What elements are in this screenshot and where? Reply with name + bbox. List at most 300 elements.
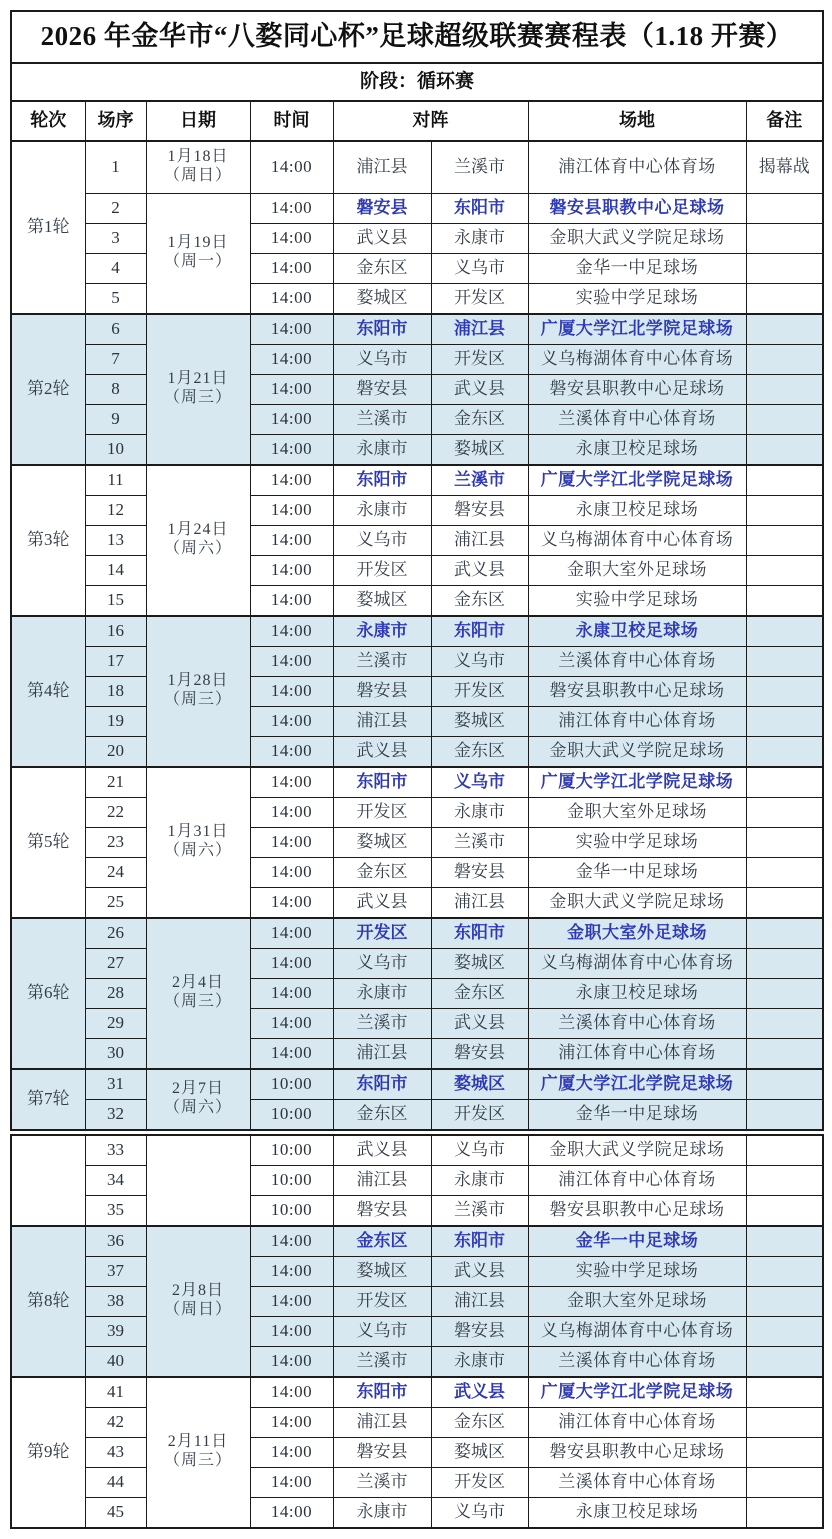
schedule-row bbox=[11, 1377, 823, 1408]
venue-cell: 实验中学足球场 bbox=[528, 283, 746, 314]
date-text: 2月4日 bbox=[171, 974, 224, 992]
round-cell: 第8轮 bbox=[11, 1226, 85, 1377]
note-cell bbox=[746, 706, 823, 736]
round-section bbox=[11, 141, 823, 314]
note-cell bbox=[746, 616, 823, 647]
home-team-cell: 磐安县 bbox=[333, 193, 431, 223]
match-number-cell: 38 bbox=[85, 1286, 146, 1316]
match-number-cell: 36 bbox=[85, 1226, 146, 1257]
venue-cell: 广厦大学江北学院足球场 bbox=[528, 1069, 746, 1100]
home-team-cell: 义乌市 bbox=[333, 1316, 431, 1346]
home-team-cell: 兰溪市 bbox=[333, 404, 431, 434]
note-cell bbox=[746, 827, 823, 857]
venue-cell: 义乌梅湖体育中心体育场 bbox=[528, 948, 746, 978]
schedule-row bbox=[11, 465, 823, 496]
note-cell bbox=[746, 1437, 823, 1467]
note-cell bbox=[746, 314, 823, 345]
round-cell: 第1轮 bbox=[11, 141, 85, 314]
away-team-cell: 义乌市 bbox=[431, 767, 528, 798]
date-cell bbox=[146, 314, 250, 465]
note-cell bbox=[746, 223, 823, 253]
time-cell: 14:00 bbox=[250, 1407, 333, 1437]
home-team-cell: 浦江县 bbox=[333, 706, 431, 736]
away-team-cell: 浦江县 bbox=[431, 1286, 528, 1316]
match-number-cell: 24 bbox=[85, 857, 146, 887]
schedule-row bbox=[11, 1226, 823, 1257]
home-team-cell: 金东区 bbox=[333, 1099, 431, 1132]
venue-cell: 金华一中足球场 bbox=[528, 253, 746, 283]
round-cell: 第9轮 bbox=[11, 1377, 85, 1528]
schedule-row bbox=[11, 525, 823, 555]
time-cell: 14:00 bbox=[250, 676, 333, 706]
schedule-row bbox=[11, 434, 823, 465]
venue-cell: 金华一中足球场 bbox=[528, 857, 746, 887]
schedule-row bbox=[11, 978, 823, 1008]
weekday-text: （周六） bbox=[163, 1099, 232, 1116]
home-team-cell: 磐安县 bbox=[333, 374, 431, 404]
home-team-cell: 婺城区 bbox=[333, 827, 431, 857]
home-team-cell: 浦江县 bbox=[333, 141, 431, 193]
stage-row bbox=[11, 63, 823, 101]
note-cell bbox=[746, 1195, 823, 1226]
time-cell: 14:00 bbox=[250, 1286, 333, 1316]
home-team-cell: 东阳市 bbox=[333, 1069, 431, 1100]
venue-cell: 金职大室外足球场 bbox=[528, 797, 746, 827]
schedule-row bbox=[11, 1099, 823, 1132]
schedule-row bbox=[11, 1008, 823, 1038]
date-cell bbox=[146, 1132, 250, 1226]
match-number-cell: 4 bbox=[85, 253, 146, 283]
venue-cell: 义乌梅湖体育中心体育场 bbox=[528, 525, 746, 555]
match-number-cell: 41 bbox=[85, 1377, 146, 1408]
venue-cell: 义乌梅湖体育中心体育场 bbox=[528, 1316, 746, 1346]
schedule-row bbox=[11, 1132, 823, 1165]
match-number-cell: 29 bbox=[85, 1008, 146, 1038]
note-cell bbox=[746, 585, 823, 616]
date-cell bbox=[146, 465, 250, 616]
away-team-cell: 金东区 bbox=[431, 585, 528, 616]
venue-cell: 浦江体育中心体育场 bbox=[528, 1165, 746, 1195]
note-cell bbox=[746, 887, 823, 918]
match-number-cell: 12 bbox=[85, 495, 146, 525]
home-team-cell: 永康市 bbox=[333, 495, 431, 525]
time-cell: 14:00 bbox=[250, 706, 333, 736]
match-number-cell: 14 bbox=[85, 555, 146, 585]
note-cell: 揭幕战 bbox=[746, 141, 823, 193]
venue-cell: 磐安县职教中心足球场 bbox=[528, 1195, 746, 1226]
schedule-table bbox=[10, 10, 824, 1529]
date-cell bbox=[146, 1069, 250, 1133]
match-number-cell: 39 bbox=[85, 1316, 146, 1346]
time-cell: 14:00 bbox=[250, 948, 333, 978]
time-cell: 14:00 bbox=[250, 1008, 333, 1038]
weekday-text: （周三） bbox=[163, 389, 232, 406]
venue-cell: 金职大武义学院足球场 bbox=[528, 736, 746, 767]
away-team-cell: 东阳市 bbox=[431, 1226, 528, 1257]
schedule-row bbox=[11, 767, 823, 798]
time-cell: 14:00 bbox=[250, 283, 333, 314]
away-team-cell: 开发区 bbox=[431, 676, 528, 706]
venue-cell: 金华一中足球场 bbox=[528, 1226, 746, 1257]
venue-cell: 金职大武义学院足球场 bbox=[528, 887, 746, 918]
schedule-row bbox=[11, 1497, 823, 1528]
venue-cell: 金华一中足球场 bbox=[528, 1099, 746, 1132]
schedule-row bbox=[11, 1256, 823, 1286]
schedule-row bbox=[11, 374, 823, 404]
title-row bbox=[11, 11, 823, 63]
venue-cell: 永康卫校足球场 bbox=[528, 1497, 746, 1528]
date-cell bbox=[146, 193, 250, 314]
away-team-cell: 东阳市 bbox=[431, 918, 528, 949]
time-cell: 14:00 bbox=[250, 495, 333, 525]
time-cell: 14:00 bbox=[250, 374, 333, 404]
weekday-text: （周三） bbox=[163, 691, 232, 708]
away-team-cell: 浦江县 bbox=[431, 525, 528, 555]
schedule-row bbox=[11, 314, 823, 345]
away-team-cell: 武义县 bbox=[431, 374, 528, 404]
time-cell: 14:00 bbox=[250, 141, 333, 193]
home-team-cell: 义乌市 bbox=[333, 344, 431, 374]
match-number-cell: 25 bbox=[85, 887, 146, 918]
venue-cell: 广厦大学江北学院足球场 bbox=[528, 1377, 746, 1408]
note-cell bbox=[746, 1497, 823, 1528]
round-section bbox=[11, 314, 823, 465]
match-number-cell: 5 bbox=[85, 283, 146, 314]
away-team-cell: 永康市 bbox=[431, 797, 528, 827]
venue-cell: 磐安县职教中心足球场 bbox=[528, 1437, 746, 1467]
note-cell bbox=[746, 918, 823, 949]
note-cell bbox=[746, 555, 823, 585]
date-cell bbox=[146, 918, 250, 1069]
schedule-row bbox=[11, 797, 823, 827]
column-header-time: 时间 bbox=[250, 101, 333, 141]
match-number-cell: 1 bbox=[85, 141, 146, 193]
away-team-cell: 义乌市 bbox=[431, 253, 528, 283]
venue-cell: 磐安县职教中心足球场 bbox=[528, 676, 746, 706]
time-cell: 14:00 bbox=[250, 465, 333, 496]
time-cell: 14:00 bbox=[250, 585, 333, 616]
note-cell bbox=[746, 1377, 823, 1408]
venue-cell: 金职大武义学院足球场 bbox=[528, 223, 746, 253]
venue-cell: 兰溪体育中心体育场 bbox=[528, 646, 746, 676]
note-cell bbox=[746, 646, 823, 676]
home-team-cell: 义乌市 bbox=[333, 948, 431, 978]
schedule-row bbox=[11, 1437, 823, 1467]
schedule-row bbox=[11, 948, 823, 978]
round-cell: 第7轮 bbox=[11, 1069, 85, 1133]
round-cell: 第4轮 bbox=[11, 616, 85, 767]
time-cell: 14:00 bbox=[250, 314, 333, 345]
time-cell: 14:00 bbox=[250, 1256, 333, 1286]
schedule-row bbox=[11, 1407, 823, 1437]
match-number-cell: 28 bbox=[85, 978, 146, 1008]
home-team-cell: 永康市 bbox=[333, 1497, 431, 1528]
venue-cell: 永康卫校足球场 bbox=[528, 495, 746, 525]
round-cell: 第2轮 bbox=[11, 314, 85, 465]
venue-cell: 实验中学足球场 bbox=[528, 585, 746, 616]
match-number-cell: 33 bbox=[85, 1132, 146, 1165]
note-cell bbox=[746, 1069, 823, 1100]
round-cell: 第5轮 bbox=[11, 767, 85, 918]
match-number-cell: 44 bbox=[85, 1467, 146, 1497]
date-text: 1月24日 bbox=[167, 521, 229, 539]
home-team-cell: 东阳市 bbox=[333, 1377, 431, 1408]
away-team-cell: 金东区 bbox=[431, 736, 528, 767]
home-team-cell: 兰溪市 bbox=[333, 646, 431, 676]
home-team-cell: 开发区 bbox=[333, 797, 431, 827]
away-team-cell: 义乌市 bbox=[431, 646, 528, 676]
schedule-row bbox=[11, 616, 823, 647]
match-number-cell: 35 bbox=[85, 1195, 146, 1226]
time-cell: 14:00 bbox=[250, 223, 333, 253]
note-cell bbox=[746, 525, 823, 555]
venue-cell: 磐安县职教中心足球场 bbox=[528, 374, 746, 404]
home-team-cell: 金东区 bbox=[333, 857, 431, 887]
time-cell: 14:00 bbox=[250, 434, 333, 465]
home-team-cell: 武义县 bbox=[333, 1132, 431, 1165]
away-team-cell: 永康市 bbox=[431, 1346, 528, 1377]
time-cell: 14:00 bbox=[250, 344, 333, 374]
column-header-date: 日期 bbox=[146, 101, 250, 141]
venue-cell: 金职大室外足球场 bbox=[528, 918, 746, 949]
column-header-match-number: 场序 bbox=[85, 101, 146, 141]
round-section bbox=[11, 1377, 823, 1528]
match-number-cell: 32 bbox=[85, 1099, 146, 1132]
home-team-cell: 开发区 bbox=[333, 1286, 431, 1316]
away-team-cell: 磐安县 bbox=[431, 1316, 528, 1346]
home-team-cell: 兰溪市 bbox=[333, 1346, 431, 1377]
venue-cell: 浦江体育中心体育场 bbox=[528, 1038, 746, 1069]
note-cell bbox=[746, 344, 823, 374]
away-team-cell: 开发区 bbox=[431, 1099, 528, 1132]
match-number-cell: 13 bbox=[85, 525, 146, 555]
home-team-cell: 婺城区 bbox=[333, 585, 431, 616]
match-number-cell: 8 bbox=[85, 374, 146, 404]
away-team-cell: 东阳市 bbox=[431, 616, 528, 647]
date-cell bbox=[146, 767, 250, 918]
schedule-row bbox=[11, 193, 823, 223]
time-cell: 14:00 bbox=[250, 857, 333, 887]
match-number-cell: 6 bbox=[85, 314, 146, 345]
note-cell bbox=[746, 1316, 823, 1346]
weekday-text: （周三） bbox=[163, 993, 232, 1010]
round-section bbox=[11, 918, 823, 1069]
venue-cell: 金职大室外足球场 bbox=[528, 555, 746, 585]
time-cell: 10:00 bbox=[250, 1099, 333, 1132]
venue-cell: 金职大武义学院足球场 bbox=[528, 1132, 746, 1165]
away-team-cell: 婺城区 bbox=[431, 706, 528, 736]
date-text: 1月28日 bbox=[167, 672, 229, 690]
date-text: 1月31日 bbox=[167, 823, 229, 841]
time-cell: 14:00 bbox=[250, 1497, 333, 1528]
venue-cell: 金职大室外足球场 bbox=[528, 1286, 746, 1316]
away-team-cell: 兰溪市 bbox=[431, 141, 528, 193]
page-title: 2026 年金华市“八婺同心杯”足球超级联赛赛程表（1.18 开赛） bbox=[11, 11, 823, 63]
schedule-row bbox=[11, 1195, 823, 1226]
away-team-cell: 武义县 bbox=[431, 1256, 528, 1286]
venue-cell: 义乌梅湖体育中心体育场 bbox=[528, 344, 746, 374]
note-cell bbox=[746, 374, 823, 404]
away-team-cell: 婺城区 bbox=[431, 434, 528, 465]
schedule-row bbox=[11, 1165, 823, 1195]
home-team-cell: 浦江县 bbox=[333, 1038, 431, 1069]
round-cell bbox=[11, 1132, 85, 1226]
away-team-cell: 义乌市 bbox=[431, 1132, 528, 1165]
match-number-cell: 11 bbox=[85, 465, 146, 496]
home-team-cell: 磐安县 bbox=[333, 1195, 431, 1226]
round-cell: 第6轮 bbox=[11, 918, 85, 1069]
venue-cell: 广厦大学江北学院足球场 bbox=[528, 767, 746, 798]
note-cell bbox=[746, 1165, 823, 1195]
away-team-cell: 浦江县 bbox=[431, 314, 528, 345]
home-team-cell: 磐安县 bbox=[333, 676, 431, 706]
venue-cell: 永康卫校足球场 bbox=[528, 978, 746, 1008]
schedule-row bbox=[11, 141, 823, 193]
schedule-row bbox=[11, 495, 823, 525]
away-team-cell: 金东区 bbox=[431, 978, 528, 1008]
note-cell bbox=[746, 1132, 823, 1165]
time-cell: 14:00 bbox=[250, 1437, 333, 1467]
schedule-row bbox=[11, 555, 823, 585]
date-text: 1月18日 bbox=[167, 148, 229, 166]
match-number-cell: 20 bbox=[85, 736, 146, 767]
venue-cell: 兰溪体育中心体育场 bbox=[528, 1008, 746, 1038]
note-cell bbox=[746, 495, 823, 525]
home-team-cell: 磐安县 bbox=[333, 1437, 431, 1467]
away-team-cell: 开发区 bbox=[431, 1467, 528, 1497]
schedule-row bbox=[11, 1038, 823, 1069]
match-number-cell: 10 bbox=[85, 434, 146, 465]
note-cell bbox=[746, 283, 823, 314]
date-cell bbox=[146, 1377, 250, 1528]
away-team-cell: 武义县 bbox=[431, 1008, 528, 1038]
column-header-venue: 场地 bbox=[528, 101, 746, 141]
schedule-row bbox=[11, 585, 823, 616]
note-cell bbox=[746, 797, 823, 827]
away-team-cell: 武义县 bbox=[431, 1377, 528, 1408]
away-team-cell: 兰溪市 bbox=[431, 827, 528, 857]
round-section bbox=[11, 767, 823, 918]
match-number-cell: 15 bbox=[85, 585, 146, 616]
time-cell: 14:00 bbox=[250, 1226, 333, 1257]
match-number-cell: 21 bbox=[85, 767, 146, 798]
note-cell bbox=[746, 1467, 823, 1497]
time-cell: 14:00 bbox=[250, 1316, 333, 1346]
match-number-cell: 42 bbox=[85, 1407, 146, 1437]
note-cell bbox=[746, 767, 823, 798]
weekday-text: （周日） bbox=[163, 1301, 232, 1318]
schedule-row bbox=[11, 736, 823, 767]
match-number-cell: 16 bbox=[85, 616, 146, 647]
round-section bbox=[11, 1132, 823, 1226]
time-cell: 14:00 bbox=[250, 193, 333, 223]
weekday-text: （周六） bbox=[163, 842, 232, 859]
home-team-cell: 永康市 bbox=[333, 434, 431, 465]
match-number-cell: 9 bbox=[85, 404, 146, 434]
away-team-cell: 兰溪市 bbox=[431, 1195, 528, 1226]
date-cell bbox=[146, 616, 250, 767]
time-cell: 14:00 bbox=[250, 646, 333, 676]
away-team-cell: 金东区 bbox=[431, 1407, 528, 1437]
venue-cell: 兰溪体育中心体育场 bbox=[528, 1467, 746, 1497]
time-cell: 14:00 bbox=[250, 1467, 333, 1497]
home-team-cell: 婺城区 bbox=[333, 1256, 431, 1286]
note-cell bbox=[746, 1286, 823, 1316]
note-cell bbox=[746, 1346, 823, 1377]
schedule-row bbox=[11, 1346, 823, 1377]
away-team-cell: 永康市 bbox=[431, 1165, 528, 1195]
away-team-cell: 开发区 bbox=[431, 344, 528, 374]
venue-cell: 广厦大学江北学院足球场 bbox=[528, 314, 746, 345]
home-team-cell: 开发区 bbox=[333, 555, 431, 585]
round-cell: 第3轮 bbox=[11, 465, 85, 616]
schedule-row bbox=[11, 887, 823, 918]
date-text: 2月7日 bbox=[171, 1080, 224, 1098]
away-team-cell: 金东区 bbox=[431, 404, 528, 434]
stage-label: 阶段：循环赛 bbox=[11, 63, 823, 101]
away-team-cell: 开发区 bbox=[431, 283, 528, 314]
time-cell: 10:00 bbox=[250, 1069, 333, 1100]
match-number-cell: 7 bbox=[85, 344, 146, 374]
date-cell bbox=[146, 1226, 250, 1377]
schedule-row bbox=[11, 827, 823, 857]
column-header-matchup: 对阵 bbox=[333, 101, 528, 141]
away-team-cell: 磐安县 bbox=[431, 1038, 528, 1069]
home-team-cell: 永康市 bbox=[333, 978, 431, 1008]
away-team-cell: 兰溪市 bbox=[431, 465, 528, 496]
weekday-text: （周日） bbox=[163, 167, 232, 185]
note-cell bbox=[746, 857, 823, 887]
match-number-cell: 37 bbox=[85, 1256, 146, 1286]
venue-cell: 浦江体育中心体育场 bbox=[528, 1407, 746, 1437]
weekday-text: （周六） bbox=[163, 540, 232, 557]
weekday-text: （周一） bbox=[163, 253, 232, 270]
match-number-cell: 31 bbox=[85, 1069, 146, 1100]
time-cell: 14:00 bbox=[250, 736, 333, 767]
venue-cell: 广厦大学江北学院足球场 bbox=[528, 465, 746, 496]
match-number-cell: 2 bbox=[85, 193, 146, 223]
home-team-cell: 武义县 bbox=[333, 736, 431, 767]
venue-cell: 兰溪体育中心体育场 bbox=[528, 1346, 746, 1377]
venue-cell: 磐安县职教中心足球场 bbox=[528, 193, 746, 223]
time-cell: 14:00 bbox=[250, 1377, 333, 1408]
match-number-cell: 18 bbox=[85, 676, 146, 706]
venue-cell: 实验中学足球场 bbox=[528, 827, 746, 857]
home-team-cell: 兰溪市 bbox=[333, 1008, 431, 1038]
match-number-cell: 34 bbox=[85, 1165, 146, 1195]
schedule-row bbox=[11, 1069, 823, 1100]
home-team-cell: 永康市 bbox=[333, 616, 431, 647]
schedule-row bbox=[11, 404, 823, 434]
time-cell: 14:00 bbox=[250, 827, 333, 857]
note-cell bbox=[746, 404, 823, 434]
date-text: 2月11日 bbox=[167, 1433, 229, 1451]
schedule-row bbox=[11, 646, 823, 676]
away-team-cell: 武义县 bbox=[431, 555, 528, 585]
column-header-note: 备注 bbox=[746, 101, 823, 141]
round-section bbox=[11, 1069, 823, 1133]
match-number-cell: 19 bbox=[85, 706, 146, 736]
away-team-cell: 浦江县 bbox=[431, 887, 528, 918]
venue-cell: 浦江体育中心体育场 bbox=[528, 141, 746, 193]
away-team-cell: 东阳市 bbox=[431, 193, 528, 223]
match-number-cell: 22 bbox=[85, 797, 146, 827]
schedule-row bbox=[11, 283, 823, 314]
time-cell: 14:00 bbox=[250, 616, 333, 647]
round-section bbox=[11, 465, 823, 616]
home-team-cell: 开发区 bbox=[333, 918, 431, 949]
home-team-cell: 武义县 bbox=[333, 887, 431, 918]
